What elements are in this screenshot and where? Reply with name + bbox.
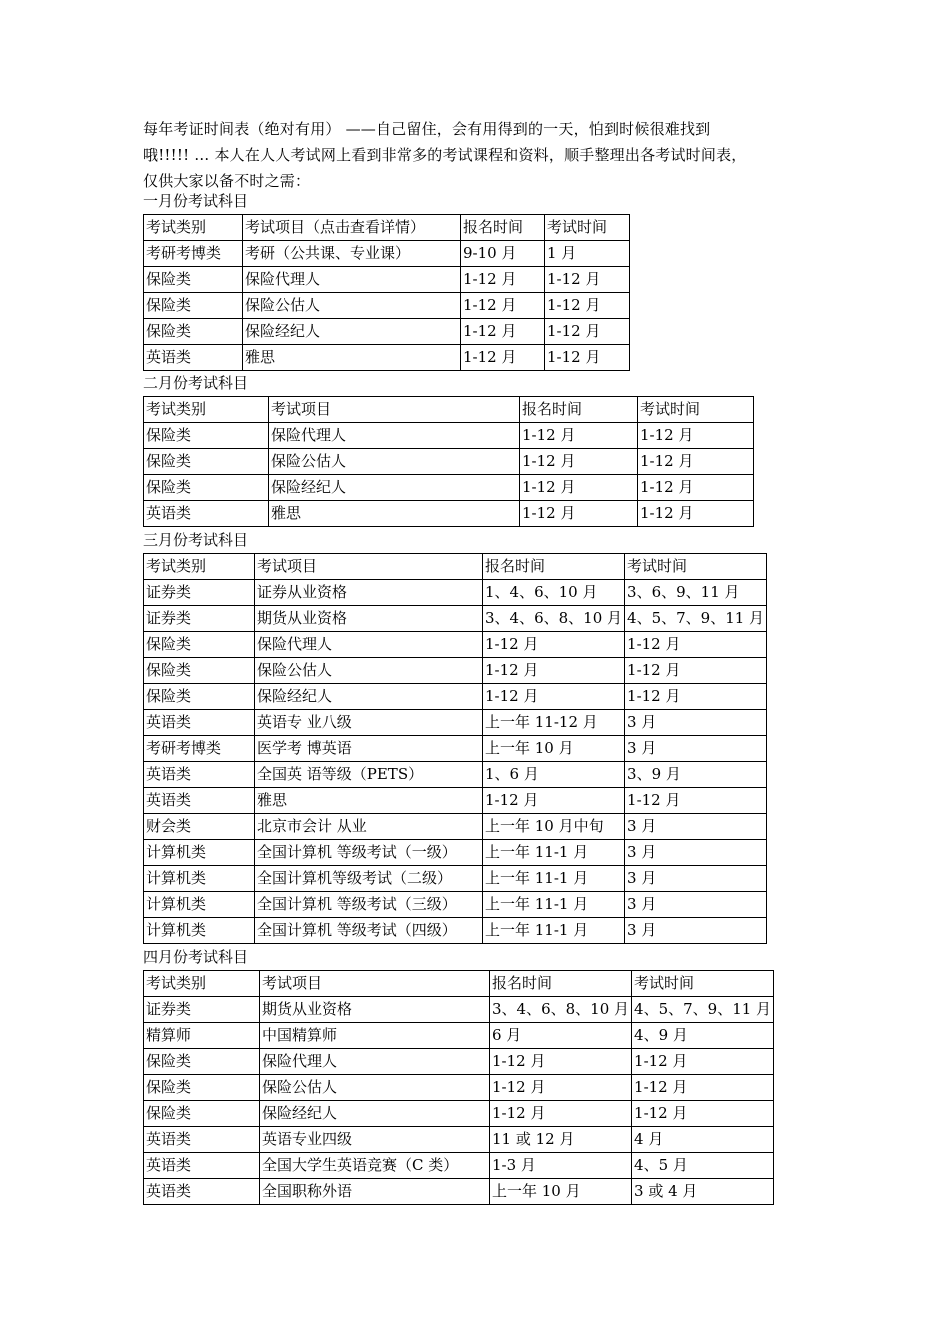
table-cell: 1-12 月 xyxy=(545,345,630,371)
table-cell: 4、5 月 xyxy=(632,1153,774,1179)
table-row xyxy=(144,345,630,371)
column-header: 考试项目 xyxy=(260,971,490,997)
table-cell: 1-12 月 xyxy=(483,788,625,814)
table-cell: 1-12 月 xyxy=(461,345,545,371)
table-row xyxy=(144,293,630,319)
table-cell: 保险类 xyxy=(144,293,243,319)
column-header: 考试类别 xyxy=(144,215,243,241)
table-cell: 上一年 11-12 月 xyxy=(483,710,625,736)
month-title: 二月份考试科目 xyxy=(143,374,249,392)
table-cell: 计算机类 xyxy=(144,840,255,866)
month-title: 一月份考试科目 xyxy=(143,192,249,210)
table-cell[interactable]: 医学考 博英语 xyxy=(255,736,483,762)
table-cell: 1-12 月 xyxy=(490,1075,632,1101)
column-header: 报名时间 xyxy=(520,397,638,423)
table-row xyxy=(144,1101,774,1127)
table-cell: 保险类 xyxy=(144,684,255,710)
table-cell: 3 月 xyxy=(625,814,767,840)
table-cell[interactable]: 雅思 xyxy=(269,501,520,527)
table-row xyxy=(144,710,767,736)
table-cell: 3、6、9、11 月 xyxy=(625,580,767,606)
table-cell: 1 月 xyxy=(545,241,630,267)
table-cell[interactable]: 全国计算机等级考试（二级） xyxy=(255,866,483,892)
table-cell: 1-12 月 xyxy=(483,684,625,710)
table-row xyxy=(144,449,754,475)
table-row xyxy=(144,1049,774,1075)
table-row xyxy=(144,1153,774,1179)
column-header: 报名时间 xyxy=(461,215,545,241)
table-row xyxy=(144,918,767,944)
column-header: 考试类别 xyxy=(144,971,260,997)
table-cell: 1-12 月 xyxy=(520,475,638,501)
table-cell: 计算机类 xyxy=(144,918,255,944)
table-cell[interactable]: 保险代理人 xyxy=(269,423,520,449)
table-cell: 上一年 11-1 月 xyxy=(483,918,625,944)
column-header: 考试项目 xyxy=(255,554,483,580)
table-cell: 1-12 月 xyxy=(638,475,754,501)
table-cell[interactable]: 雅思 xyxy=(243,345,461,371)
table-cell: 1-12 月 xyxy=(625,658,767,684)
table-cell: 保险类 xyxy=(144,319,243,345)
table-cell[interactable]: 保险公估人 xyxy=(243,293,461,319)
table-cell: 1-12 月 xyxy=(520,423,638,449)
table-cell: 4、9 月 xyxy=(632,1023,774,1049)
column-header: 考试项目 xyxy=(269,397,520,423)
intro-line-1: 每年考证时间表（绝对有用） ——自己留住，会有用得到的一天，怕到时候很难找到 xyxy=(143,120,711,138)
table-cell[interactable]: 英语专 业八级 xyxy=(255,710,483,736)
table-cell: 1-12 月 xyxy=(483,658,625,684)
table-cell: 1-12 月 xyxy=(461,267,545,293)
table-row xyxy=(144,788,767,814)
table-row xyxy=(144,1127,774,1153)
table-cell: 1、6 月 xyxy=(483,762,625,788)
table-row xyxy=(144,1023,774,1049)
table-cell: 1-12 月 xyxy=(638,423,754,449)
table-cell[interactable]: 保险经纪人 xyxy=(260,1101,490,1127)
table-cell[interactable]: 期货从业资格 xyxy=(260,997,490,1023)
table-cell: 上一年 10 月中旬 xyxy=(483,814,625,840)
table-cell: 证券类 xyxy=(144,580,255,606)
exam-schedule-table xyxy=(143,396,754,527)
table-cell: 1-12 月 xyxy=(483,632,625,658)
table-cell: 11 或 12 月 xyxy=(490,1127,632,1153)
table-cell: 英语类 xyxy=(144,1179,260,1205)
table-row xyxy=(144,840,767,866)
table-cell: 1-12 月 xyxy=(625,684,767,710)
table-cell[interactable]: 全国大学生英语竞赛（C 类） xyxy=(260,1153,490,1179)
table-cell: 1-12 月 xyxy=(638,501,754,527)
table-row xyxy=(144,475,754,501)
table-cell: 考研考博类 xyxy=(144,241,243,267)
column-header: 考试时间 xyxy=(638,397,754,423)
table-cell[interactable]: 考研（公共课、专业课） xyxy=(243,241,461,267)
table-cell: 精算师 xyxy=(144,1023,260,1049)
table-cell: 保险类 xyxy=(144,449,269,475)
table-cell: 1、4、6、10 月 xyxy=(483,580,625,606)
table-cell[interactable]: 英语专业四级 xyxy=(260,1127,490,1153)
table-cell[interactable]: 全国英 语等级（PETS） xyxy=(255,762,483,788)
table-cell: 保险类 xyxy=(144,632,255,658)
table-cell: 计算机类 xyxy=(144,892,255,918)
table-cell[interactable]: 保险代理人 xyxy=(243,267,461,293)
table-cell: 保险类 xyxy=(144,658,255,684)
table-cell: 1-12 月 xyxy=(461,319,545,345)
table-row xyxy=(144,997,774,1023)
table-row xyxy=(144,501,754,527)
table-cell: 1-12 月 xyxy=(545,319,630,345)
table-cell: 上一年 10 月 xyxy=(490,1179,632,1205)
table-cell: 1-12 月 xyxy=(490,1101,632,1127)
table-row xyxy=(144,658,767,684)
table-cell: 英语类 xyxy=(144,1127,260,1153)
table-cell[interactable]: 全国计算机 等级考试（一级） xyxy=(255,840,483,866)
table-header-row xyxy=(144,554,767,580)
table-cell: 1-12 月 xyxy=(520,449,638,475)
table-cell: 4、5、7、9、11 月 xyxy=(625,606,767,632)
table-cell: 1-3 月 xyxy=(490,1153,632,1179)
table-cell: 1-12 月 xyxy=(625,632,767,658)
table-row xyxy=(144,866,767,892)
table-row xyxy=(144,580,767,606)
table-cell: 保险类 xyxy=(144,1075,260,1101)
column-header: 考试类别 xyxy=(144,397,269,423)
table-header-row xyxy=(144,215,630,241)
table-row xyxy=(144,267,630,293)
table-cell: 上一年 11-1 月 xyxy=(483,892,625,918)
table-cell: 9-10 月 xyxy=(461,241,545,267)
table-cell[interactable]: 北京市会计 从业 xyxy=(255,814,483,840)
table-cell: 1-12 月 xyxy=(520,501,638,527)
column-header: 报名时间 xyxy=(490,971,632,997)
table-cell: 1-12 月 xyxy=(632,1049,774,1075)
table-cell: 4、5、7、9、11 月 xyxy=(632,997,774,1023)
table-cell: 证券类 xyxy=(144,606,255,632)
table-row xyxy=(144,632,767,658)
table-row xyxy=(144,319,630,345)
table-cell: 英语类 xyxy=(144,1153,260,1179)
table-cell: 英语类 xyxy=(144,762,255,788)
intro-line-2: 哦!!!!! … 本人在人人考试网上看到非常多的考试课程和资料，顺手整理出各考试时间表， xyxy=(143,146,747,164)
table-cell: 1-12 月 xyxy=(632,1101,774,1127)
table-cell[interactable]: 期货从业资格 xyxy=(255,606,483,632)
column-header: 考试类别 xyxy=(144,554,255,580)
table-cell[interactable]: 雅思 xyxy=(255,788,483,814)
table-cell: 保险类 xyxy=(144,267,243,293)
table-cell: 保险类 xyxy=(144,423,269,449)
table-row xyxy=(144,241,630,267)
exam-schedule-table xyxy=(143,553,767,944)
table-cell: 上一年 10 月 xyxy=(483,736,625,762)
table-cell[interactable]: 保险公估人 xyxy=(260,1075,490,1101)
table-cell[interactable]: 保险代理人 xyxy=(255,632,483,658)
table-row xyxy=(144,423,754,449)
table-cell: 1-12 月 xyxy=(490,1049,632,1075)
table-row xyxy=(144,762,767,788)
table-cell: 证券类 xyxy=(144,997,260,1023)
table-cell: 上一年 11-1 月 xyxy=(483,866,625,892)
exam-schedule-table xyxy=(143,970,774,1205)
table-row xyxy=(144,814,767,840)
table-cell: 英语类 xyxy=(144,710,255,736)
table-cell[interactable]: 中国精算师 xyxy=(260,1023,490,1049)
table-cell: 英语类 xyxy=(144,345,243,371)
table-cell: 上一年 11-1 月 xyxy=(483,840,625,866)
table-cell: 英语类 xyxy=(144,501,269,527)
table-cell: 保险类 xyxy=(144,475,269,501)
table-cell[interactable]: 全国职称外语 xyxy=(260,1179,490,1205)
column-header: 考试时间 xyxy=(545,215,630,241)
intro-paragraph xyxy=(143,116,813,194)
column-header: 考试时间 xyxy=(625,554,767,580)
table-cell: 3 月 xyxy=(625,918,767,944)
column-header: 考试项目（点击查看详情） xyxy=(243,215,461,241)
table-header-row xyxy=(144,397,754,423)
table-cell[interactable]: 保险公估人 xyxy=(269,449,520,475)
table-cell: 计算机类 xyxy=(144,866,255,892)
table-cell: 3 月 xyxy=(625,736,767,762)
table-row xyxy=(144,606,767,632)
table-row xyxy=(144,892,767,918)
table-cell: 保险类 xyxy=(144,1049,260,1075)
table-row xyxy=(144,684,767,710)
table-cell: 1-12 月 xyxy=(632,1075,774,1101)
table-cell: 6 月 xyxy=(490,1023,632,1049)
table-cell: 1-12 月 xyxy=(625,788,767,814)
table-header-row xyxy=(144,971,774,997)
table-cell: 3、4、6、8、10 月 xyxy=(483,606,625,632)
table-cell[interactable]: 全国计算机 等级考试（四级） xyxy=(255,918,483,944)
intro-line-3: 仅供大家以备不时之需： xyxy=(143,172,311,190)
table-row xyxy=(144,1179,774,1205)
month-title: 四月份考试科目 xyxy=(143,948,249,966)
table-cell: 保险类 xyxy=(144,1101,260,1127)
table-cell: 考研考博类 xyxy=(144,736,255,762)
table-cell: 1-12 月 xyxy=(461,293,545,319)
column-header: 报名时间 xyxy=(483,554,625,580)
table-cell: 财会类 xyxy=(144,814,255,840)
table-row xyxy=(144,736,767,762)
table-cell: 1-12 月 xyxy=(545,293,630,319)
table-cell: 3 月 xyxy=(625,866,767,892)
table-cell: 1-12 月 xyxy=(638,449,754,475)
table-cell: 3 或 4 月 xyxy=(632,1179,774,1205)
table-cell: 3 月 xyxy=(625,840,767,866)
exam-schedule-table xyxy=(143,214,630,371)
table-cell[interactable]: 证券从业资格 xyxy=(255,580,483,606)
table-cell: 4 月 xyxy=(632,1127,774,1153)
table-cell[interactable]: 保险经纪人 xyxy=(255,684,483,710)
table-cell: 3 月 xyxy=(625,710,767,736)
month-title: 三月份考试科目 xyxy=(143,531,249,549)
table-cell: 1-12 月 xyxy=(545,267,630,293)
table-cell: 英语类 xyxy=(144,788,255,814)
column-header: 考试时间 xyxy=(632,971,774,997)
table-cell[interactable]: 保险公估人 xyxy=(255,658,483,684)
table-cell: 3、9 月 xyxy=(625,762,767,788)
table-cell[interactable]: 保险代理人 xyxy=(260,1049,490,1075)
table-cell: 3、4、6、8、10 月 xyxy=(490,997,632,1023)
table-cell[interactable]: 保险经纪人 xyxy=(243,319,461,345)
table-cell[interactable]: 全国计算机 等级考试（三级） xyxy=(255,892,483,918)
table-cell: 3 月 xyxy=(625,892,767,918)
table-row xyxy=(144,1075,774,1101)
table-cell[interactable]: 保险经纪人 xyxy=(269,475,520,501)
